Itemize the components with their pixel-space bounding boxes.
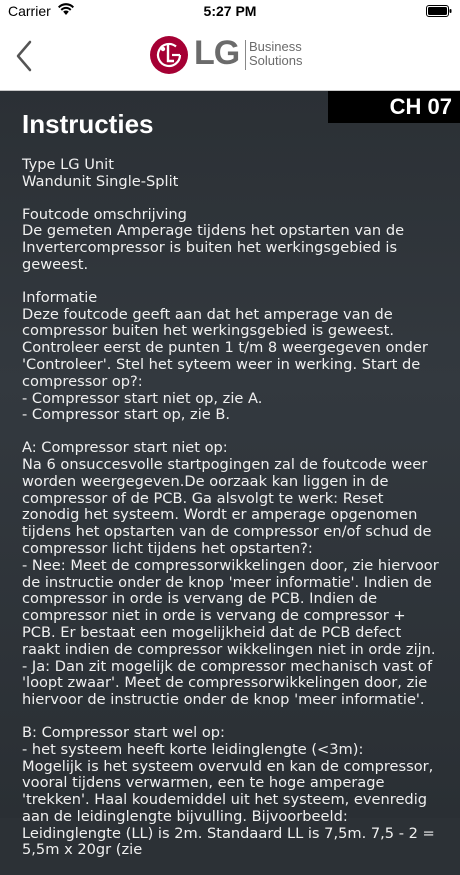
battery-icon bbox=[426, 5, 452, 17]
unit-type-section bbox=[22, 157, 442, 191]
error-code-badge: CH 07 bbox=[328, 91, 460, 123]
lg-face-icon bbox=[150, 36, 188, 74]
information-heading: Informatie bbox=[22, 288, 98, 306]
solutions-label: Solutions bbox=[249, 53, 303, 68]
error-description-heading: Foutcode omschrijving bbox=[22, 205, 187, 223]
status-bar bbox=[0, 0, 460, 22]
back-chevron-icon[interactable] bbox=[10, 36, 40, 76]
business-solutions-text bbox=[249, 40, 302, 68]
case-b-section bbox=[22, 725, 442, 859]
logo-divider bbox=[245, 40, 246, 70]
case-a-text: A: Compressor start niet op: Na 6 onsuccesvolle startpogingen zal de foutcode weer worden weergegeven.De oorzaak kan liggen in de compressor of de PCB. Ga alsvolgt te werk: Reset zonodig het systeem. Wordt er amperage opgenomen tijdens het opstarten van de compressor en/of schud de compressor licht tijdens het opstarten?: - Nee: Meet de compressorwikkelingen door, zie hiervoor de instructie onder de knop 'meer informatie'. Indien de compressor in orde is vervang de PCB. Indien de compressor niet in orde is vervang de compressor + PCB. Er bestaat een mogelijkheid dat de PCB defect raakt indien de compressor wikkelingen niet in orde zijn. - Ja: Dan zit mogelijk de compressor mechanisch vast of 'loopt zwaar'. Meet de compressorwikkelingen door, zie hiervoor de instructie onder de knop 'meer informatie'. bbox=[22, 439, 439, 709]
navigation-bar bbox=[0, 22, 460, 91]
clock: 5:27 PM bbox=[203, 3, 257, 19]
page-title: Instructies bbox=[22, 109, 154, 139]
carrier-label: Carrier bbox=[8, 3, 51, 19]
error-description-section bbox=[22, 207, 442, 274]
unit-type-value: Wandunit Single-Split bbox=[22, 172, 179, 190]
instructions-text bbox=[22, 157, 442, 875]
case-a-section bbox=[22, 440, 442, 709]
lg-business-solutions-logo bbox=[150, 36, 320, 76]
instructions-panel[interactable] bbox=[0, 91, 460, 859]
unit-type-heading: Type LG Unit bbox=[22, 156, 114, 173]
information-value: Deze foutcode geeft aan dat het amperage van de compressor buiten het werkingsgebied is geweest. Controleer eerst de punten 1 t/m 8 weergegeven onder 'Controleer'. Stel het syteem weer in werking. Start de compressor op?: - Compressor start niet op, zie A. - Compressor start op, zie B. bbox=[22, 305, 428, 424]
information-section bbox=[22, 290, 442, 424]
lg-wordmark: LG bbox=[194, 34, 240, 72]
business-label: Business bbox=[249, 39, 302, 54]
case-b-text: B: Compressor start wel op: - het systeem heeft korte leidinglengte (<3m): Mogelijk is het systeem overvuld en kan de compressor, vooral tijdens verwarmen, een te hoge amperage 'trekken'. Haal koudemiddel uit het systeem, evenredig aan de leidinglengte bijvulling. Bijvoorbeeld: Leidinglengte (LL) is 2m. Standaard LL is 7,5m. 7,5 - 2 = 5,5m x 20gr (zie bbox=[22, 723, 435, 859]
error-description-value: De gemeten Amperage tijdens het opstarten van de Invertercompressor is buiten het werkingsgebied is geweest. bbox=[22, 222, 409, 273]
